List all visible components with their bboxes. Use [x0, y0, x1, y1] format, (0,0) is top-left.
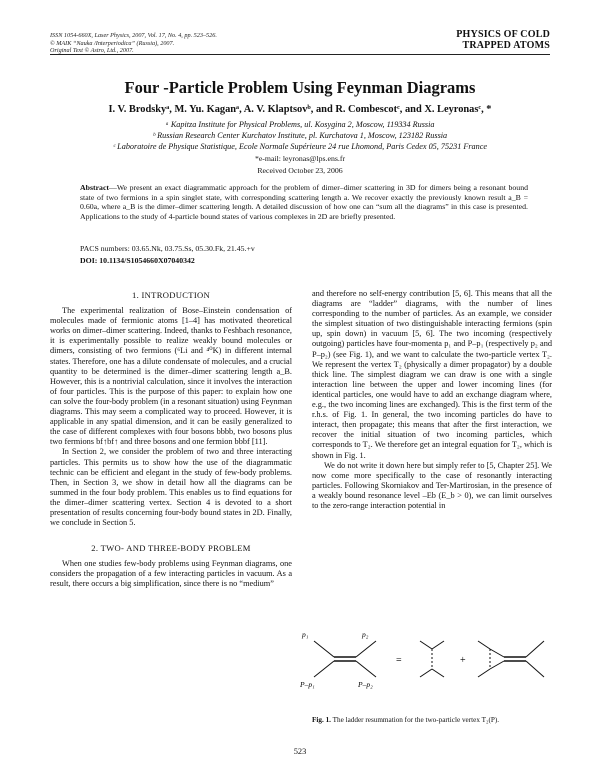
affiliation-kapitza: ᵃ Kapitza Institute for Physical Problems, ul. Kosygina 2, Moscow, 119334 Russia	[165, 120, 435, 129]
section-heading-two-three-body: 2. TWO- AND THREE-BODY PROBLEM	[91, 543, 251, 554]
journal-section-title	[456, 29, 550, 51]
label-pp1: P–p₁	[300, 680, 315, 689]
journal-line-1: PHYSICS OF COLD	[456, 29, 550, 40]
author-list: I. V. Brodskyᵃ, M. Yu. Kaganᵃ, A. V. Klaptsovᵇ, and R. Combescotᶜ, and X. Leyronasᶜ, *	[108, 104, 492, 115]
vertex-left-lines	[314, 641, 376, 677]
right-paragraph-2: We do not write it down here but simply refer to [5, Chapter 25]. We now come more specifically to the case of resonantly interacting particles. Following Skorniakov and Ter-Martirosian, in the presence of a weakly bound resonance level –Eb (E_b > 0), we can limit ourselves to the zero-range interaction potential in	[312, 460, 552, 510]
rhs-term-1	[420, 641, 444, 677]
meta-line-copyright: © MAIK “Nauka /Interperiodica” (Russia), 2007.	[50, 39, 175, 47]
header-rule	[50, 54, 550, 55]
plus-sign: +	[460, 655, 466, 666]
figure-caption-text: The ladder resummation for the two-particle vertex T₂(P).	[330, 716, 500, 724]
right-column	[312, 289, 552, 511]
right-paragraph-1: and therefore no self-energy contribution [5, 6]. This means that all the diagrams are “ladder” diagrams, with the number of lines corresponding to the number of particles. As an example, we consider the simplest situation of two distinguishable interacting fermions (spin up, spin down) in vacuum [5, 6]. The two incoming (respectively outgoing) particles have four-momenta p₁ and P–p₁ (respectively p₂ and P–p₂) (see Fig. 1), and we want to calculate the two-particle vertex T₂. We represent the vertex T₂ (physically a dimer propagator) by a double thick line. The simplest diagram we can draw is one with a single interaction line between the upper and lower incoming lines (for identical particles, one would have to add an exchange diagram where, e.g., the two incoming lines are exchanged). This is the first term of the r.h.s. of Fig. 1. In general, the two incoming particles do have to interact, then propagate; this means that after the first interaction, we recover the initial situation of two incoming particles, which corresponds to T₂. We therefore get an integral equation for T₂, which is shown in Fig. 1.	[312, 289, 552, 460]
figure-caption-label: Fig. 1.	[312, 716, 331, 724]
abstract-label: Abstract	[80, 183, 110, 192]
feynman-diagram-figure	[300, 625, 552, 707]
meta-line-original: Original Text © Astro, Ltd., 2007.	[50, 47, 134, 54]
affiliation-ens: ᶜ Laboratoire de Physique Statistique, Ecole Normale Supérieure 24 rue Lhomond, Paris Cedex 05, 75231 France	[112, 142, 488, 151]
label-pp2: P–p₂	[358, 680, 373, 689]
rhs-term-2	[478, 641, 544, 677]
affiliation-kurchatov: ᵇ Russian Research Center Kurchatov Institute, pl. Kurchatova 1, Moscow, 123182 Russia	[152, 131, 448, 140]
received-date: Received October 23, 2006	[257, 166, 343, 175]
doi: DOI: 10.1134/S1054660X07040342	[80, 256, 195, 265]
left-column	[50, 288, 292, 590]
paper-title: Four -Particle Problem Using Feynman Diagrams	[124, 78, 476, 97]
section-heading-introduction: 1. INTRODUCTION	[131, 290, 211, 300]
abstract	[80, 183, 528, 221]
figure-caption	[312, 716, 542, 725]
intro-paragraph-1: The experimental realization of Bose–Einstein condensation of molecules made of fermionic atoms [1–4] has motivated theoretical works on dimer–dimer scattering. Indeed, thanks to Feshbach resonance, it is experimentally possible to realize weakly bound molecules or dimers, consisting of two fermions (⁶Li and ⁴⁰K) in different internal states. Therefore, one has a dilute condensate of molecules, and a crucial quantity to be determined is the dimer–dimer scattering length a_B. However, this is a nontrivial calculation, since it involves the interaction of four particles. This is the purpose of this paper: to explain how one can solve the four-body problem (in a resonant situation) using Feynman diagrams. This may seem a complicated way to proceed. However, it is applicable in any spatial dimension, and it can be easily generalized to the case of different complexes with four bosons bbbb, two bosons plus two fermions bf↑bf↑ and three bosons and one fermion bbbf [11].	[50, 306, 292, 447]
pacs-numbers: PACS numbers: 03.65.Nk, 03.75.Ss, 05.30.Fk, 21.45.+v	[80, 244, 255, 253]
journal-line-2: TRAPPED ATOMS	[462, 40, 550, 51]
abstract-text: —We present an exact diagrammatic approach for the problem of dimer–dimer scattering in 3D for dimers being a resonant bound state of two fermions in a spin singlet state, with corresponding scattering length a. We recover exactly the previously known result a_B = 0.60a, where a_B is the dimer–dimer scattering length. A detailed discussion of how one can “sum all the diagrams” in this case is presented. Applications to the study of 4-particle bound states of various complexes in 2D are briefly presented.	[80, 183, 528, 221]
publication-meta	[50, 32, 217, 55]
contact-email: *e-mail: leyronas@lps.ens.fr	[254, 154, 346, 163]
meta-line-issn: ISSN 1054-660X, Laser Physics, 2007, Vol. 17, No. 4, pp. 523–526.	[50, 32, 217, 39]
page-number: 523	[293, 747, 307, 756]
equals-sign: =	[396, 655, 402, 666]
label-p1: p₁	[302, 630, 309, 639]
section2-paragraph-1: When one studies few-body problems using Feynman diagrams, one considers the propagation of a few interacting particles in vacuum. As a result, there occurs a big simplification, since there is no “medium”	[50, 559, 292, 589]
intro-paragraph-2: In Section 2, we consider the problem of two and three interacting particles. This permits us to show how the use of the diagrammatic technic can be efficient and elegant in the study of few-body problems. Then, in Section 3, we show in detail how all the diagrams can be summed in the four body problem. This enables us to find equations for the dimer–dimer scattering vertex. Section 4 is devoted to a short presentation of results concerning four-body bound states in 2D. Finally, we conclude in Section 5.	[50, 447, 292, 528]
label-p2: p₂	[362, 630, 369, 639]
